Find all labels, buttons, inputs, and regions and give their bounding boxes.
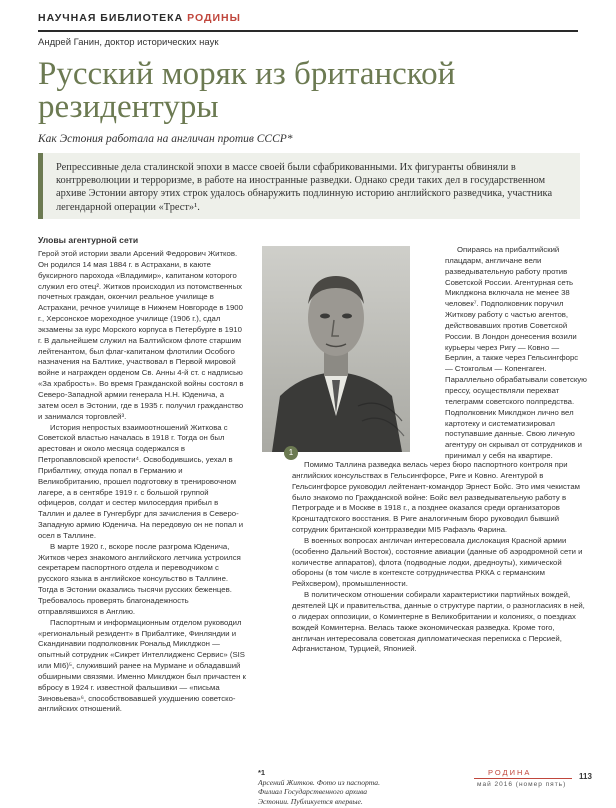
text-column-1	[38, 249, 246, 715]
text-column-2	[445, 245, 587, 462]
paragraph: В военных вопросах англичан интересовала дислокация Красной армии (особенно Дальний Восток), состояние авиации (данные об аэродромной сети и количестве аппаратов), флота (подводные лодки, дредноуты), химической обороны (в том числе в контексте сотрудничества РККА с германским Рейхсвером), промышленности.	[292, 535, 583, 589]
paragraph: Помимо Таллина разведка велась через бюро паспортного контроля при английских консульствах в Гельсингфорсе, Риге и Ковно. Агентурой в Гельсингфорсе руководил лейтенант-командор Эрнест Бойс. Это имя чекистам было знакомо по Гражданской войне: Бойс вел разведывательную работу в Петрограде и в Москве в 1918 г., а позднее оказался среди организаторов Кронштадтского восстания. В Риге аналогичным бюро руководил бывший сотрудник британской контрразведки MI5 Рафаэль Фарина.	[292, 460, 580, 535]
author-line: Андрей Ганин, доктор исторических наук	[38, 37, 219, 48]
section-accent: РОДИНЫ	[187, 12, 241, 24]
text-column-3	[292, 460, 587, 655]
footer-brand: РОДИНА	[488, 768, 532, 777]
lead-accent-bar	[38, 153, 43, 219]
footer-date: май 2016 (номер пять)	[477, 781, 567, 788]
page-number: 113	[579, 772, 592, 781]
caption-number: *1	[258, 768, 266, 777]
portrait-illustration	[262, 246, 410, 452]
photo-caption: Арсений Житков. Фото из паспорта. Филиал Государственного архива Эстонии. Публикуется впервые.	[258, 778, 380, 806]
photo-number-badge: 1	[284, 446, 298, 460]
paragraph: Паспортным и информационным отделом руководил «региональный резидент» в Прибалтике, Финляндии и Скандинавии подполковник Рональд Миклджон — опытный сотрудник «Сикрет Интеллидженс Сервис» (SIS или MI6)⁵, служивший ранее на Мурмане и обладавший обширными связями. Именно Миклджон был причастен к вбросу в 1924 г. известной фальшивки — «письма Зиновьева»⁶, способствовавшей ухудшению советско-английских отношений.	[38, 617, 246, 714]
header-rule	[38, 30, 578, 32]
section-label: НАУЧНАЯ БИБЛИОТЕКА	[38, 12, 188, 24]
paragraph: В политическом отношении собирали характеристики партийных вождей, деятелей ЦК и правительства, данные о структуре партии, о разногласиях в ней, о лидерах оппозиции, о Коминтерне в Великобритании и колониях, о поездках вождей Коминтерна. Велась также экономическая разведка. Кроме того, англичан интересовала советская дипломатическая переписка с Персией, Афганистаном, Турцией, Японией.	[292, 590, 585, 654]
lead-paragraph: Репрессивные дела сталинской эпохи в массе своей были сфабрикованными. Их фигуранты обвиняли в контрреволюции и терроризме, в работе на иностранные разведки. Однако среди таких дел в государственном архиве Эстонии автору этих строк удалось обнаружить подлинную историю английского разведчика, участника легендарной операции «Трест»¹.	[56, 162, 553, 213]
lead-box	[38, 153, 580, 219]
footer-rule	[474, 778, 572, 779]
section-header	[38, 12, 241, 24]
section-heading: Уловы агентурной сети	[38, 235, 139, 245]
paragraph: Опираясь на прибалтийский плацдарм, англичане вели разведывательную работу против Советской России. Агентурная сеть Миклджона включала не менее 38 человек⁷. Подполковник поручил Житкову работу с частью агентов, действовавших против Советской России. В Лондон донесения возили курьеры через Ригу — Ковно — Берлин, а также через Гельсингфорс — Стокгольм — Копенгаген. Параллельно обрабатывали советскую прессу, осуществляли перехват телеграмм советского полпредства. Подполковник Миклджон лично вел картотеку и систематизировал поступавшие данные. Свою личную агентуру он скрывал от сотрудников и принимал у себя на квартире.	[445, 245, 587, 461]
portrait-photo	[262, 246, 410, 452]
paragraph: В марте 1920 г., вскоре после разгрома Юденича, Житков через знакомого английского летчика устроился секретарем паспортного отдела и переводчиком с русского языка в английское консульство в Таллине. Тогда в Эстонии оказались тысячи русских беженцев. Требовалось проверять благонадежность отправлявшихся в Англию.	[38, 541, 241, 616]
paragraph: История непростых взаимоотношений Житкова с Советской властью началась в 1918 г. Тогда он был арестован и около месяца содержался в Петропавловской крепости⁴. Освободившись, уехал в Прибалтику, откуда попал в Германию и Великобританию, прошел подготовку в тренировочном лагере, а в сентябре 1919 г. с большой группой офицеров, солдат и сестер милосердия прибыл в Таллин и далее в Гунгербург для зачисления в Северо-Западную армию Юденича. На передовую он не попал и осел в Таллине.	[38, 422, 244, 540]
article-subtitle: Как Эстония работала на англичан против СССР*	[38, 133, 293, 145]
article-title: Русский моряк из британской резидентуры	[38, 56, 456, 125]
paragraph: Герой этой истории звали Арсений Федорович Житков. Он родился 14 мая 1884 г. в Астрахани, в каюте буксирного парохода «Владимир», капитаном которого служил его отец². Житков происходил из потомственных почетных граждан, окончил реальное училище в Астрахани, речное училище в Нижнем Новгороде в 1900 г., Херсонское мореходное училище (1906 г.), сдал экзамены за курс Морского корпуса в Петербурге в 1910 г. В дальнейшем служил на Балтийском флоте старшим лейтенантом, был флаг-капитаном флотилии Особого назначения на Балтике, участвовал в Первой мировой войне и награжден орденом Св. Анны 4-й ст. с надписью «За храбрость». Во время Гражданской войны состоял в Северо-Западной армии генерала Н.Н. Юденича, а затем осел в Эстонии, где в 1935 г. получил гражданство и занимался торговлей³.	[38, 249, 244, 421]
